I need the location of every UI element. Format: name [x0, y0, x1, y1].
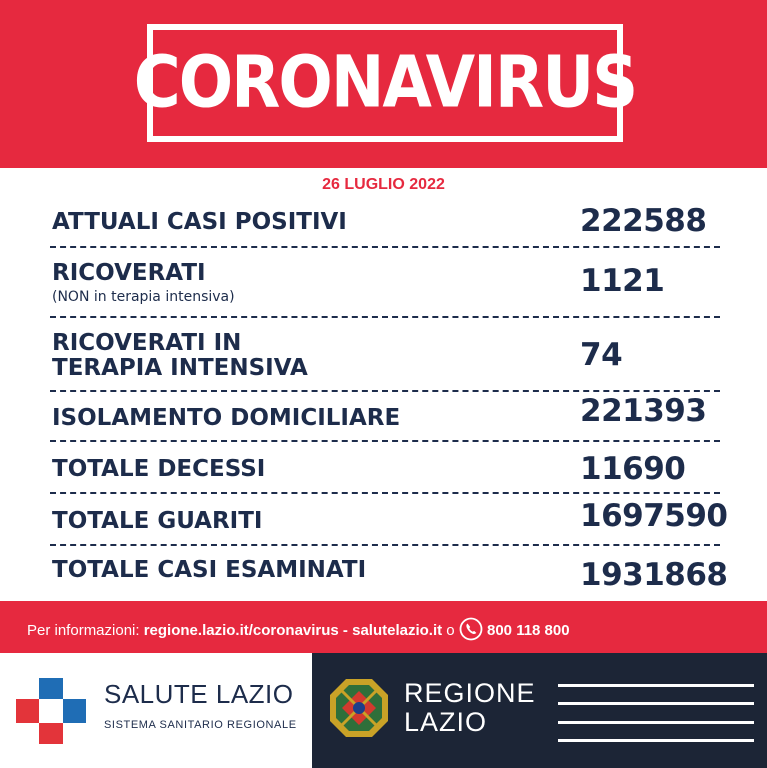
link-salutelazio[interactable]: salutelazio.it [352, 621, 443, 639]
page-title: CORONAVIRUS [133, 41, 637, 125]
info-bar [0, 601, 767, 653]
stat-label: ISOLAMENTO DOMICILIARE [52, 405, 401, 431]
link-regione-lazio[interactable]: regione.lazio.it/coronavirus [143, 621, 339, 639]
stat-value: 1697590 [580, 498, 728, 534]
phone-icon [459, 617, 483, 645]
regione-line1: REGIONE [404, 678, 536, 708]
info-text [27, 617, 570, 645]
decorative-line [558, 702, 754, 705]
stat-label: ATTUALI CASI POSITIVI [52, 209, 347, 235]
stat-row-guariti [50, 494, 728, 546]
stat-sublabel: (NON in terapia intensiva) [52, 289, 235, 305]
stat-row-isolamento [50, 392, 720, 442]
stat-label: RICOVERATI IN [52, 330, 242, 356]
header-banner [0, 0, 767, 168]
title-frame [133, 24, 637, 142]
stat-value: 1931868 [580, 557, 728, 593]
stat-row-decessi [50, 442, 720, 494]
regione-lazio-title [404, 679, 536, 737]
stat-row-esaminati [50, 546, 728, 598]
stat-label: TOTALE GUARITI [52, 508, 263, 534]
stat-label: TOTALE DECESSI [52, 456, 266, 482]
salute-lazio-title: SALUTE LAZIO [104, 679, 294, 709]
stat-value: 1121 [580, 263, 665, 299]
phone-number[interactable]: 800 118 800 [487, 621, 570, 639]
regione-line2: LAZIO [404, 707, 488, 737]
stat-value: 74 [580, 337, 623, 373]
health-cross-icon [16, 678, 86, 744]
salute-lazio-subtitle: SISTEMA SANITARIO REGIONALE [104, 719, 297, 731]
stat-row-terapia-intensiva [50, 318, 720, 392]
salute-lazio-logo-area [0, 653, 312, 768]
decorative-line [558, 739, 754, 742]
regione-lazio-emblem-icon [328, 677, 390, 739]
decorative-line [558, 684, 754, 687]
stat-label-line2: TERAPIA INTENSIVA [52, 355, 308, 381]
stat-label: RICOVERATI [52, 260, 206, 286]
info-or: o [442, 621, 459, 639]
stat-row-ricoverati [50, 248, 720, 318]
report-date: 26 LUGLIO 2022 [322, 176, 445, 193]
stat-value: 11690 [580, 451, 686, 487]
info-separator: - [338, 621, 353, 639]
stat-label: TOTALE CASI ESAMINATI [52, 557, 367, 583]
stat-row-positivi [50, 204, 720, 248]
decorative-line [558, 721, 754, 724]
stat-value: 222588 [580, 203, 707, 239]
info-prefix: Per informazioni: [27, 621, 144, 639]
stat-value: 221393 [580, 393, 707, 429]
regione-lazio-logo-area [312, 653, 767, 768]
